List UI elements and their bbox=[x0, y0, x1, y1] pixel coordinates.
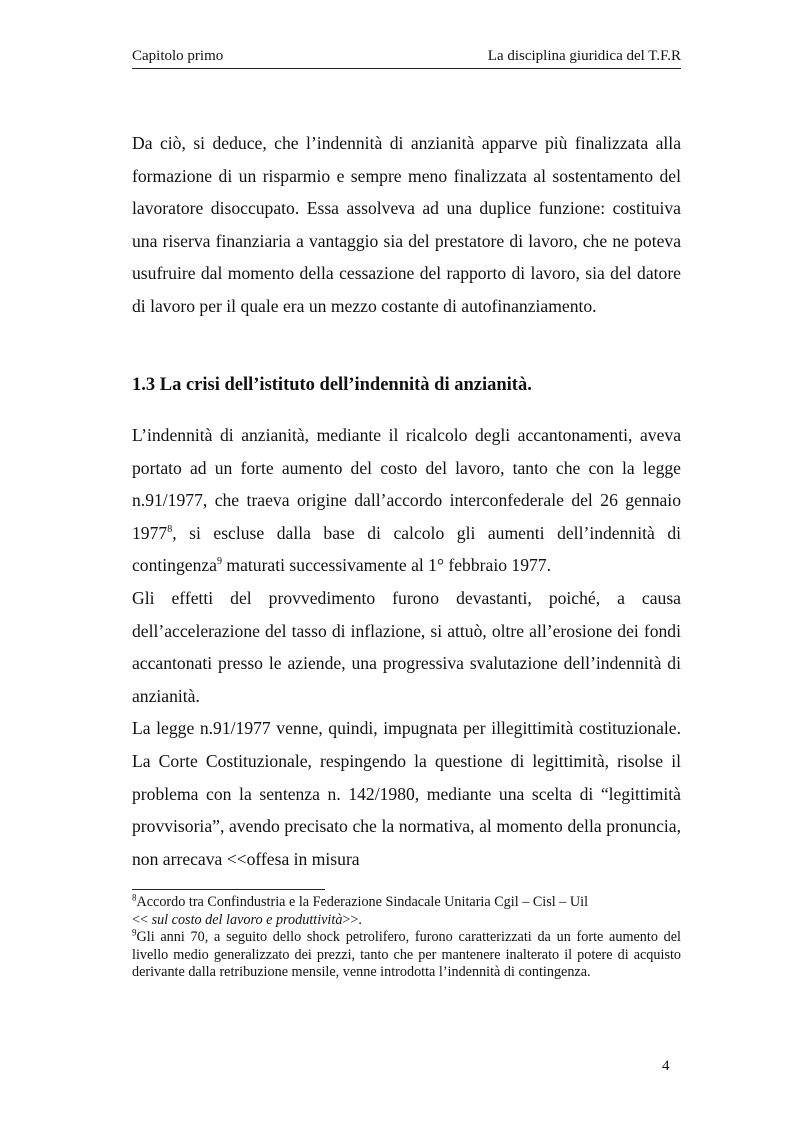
footnote-text: Gli anni 70, a seguito dello shock petrolifero, furono caratterizzati da un forte aumento del livello medio generalizzato dei prezzi, tanto che per mantenere inalterato il potere di acquisto derivante dalla retribuzione mensile, venne introdotta l’indennità di contingenza. bbox=[132, 929, 681, 981]
chapter-title: La disciplina giuridica del T.F.R bbox=[487, 48, 681, 64]
footnote-ref-9[interactable]: 9 bbox=[217, 556, 222, 568]
body-paragraph-3: Gli effetti del provvedimento furono devastanti, poiché, a causa dell’accelerazione del tasso di inflazione, si attuò, oltre all’erosione dei fondi accantonati presso le aziende, una progressiva svalutazione dell’indennità di anzianità. bbox=[132, 587, 681, 706]
running-header bbox=[132, 46, 681, 69]
footnote-text: >>. bbox=[342, 911, 362, 928]
paragraph-text: maturati successivamente al 1° febbraio 1977. bbox=[222, 555, 551, 576]
paragraph-text: Da ciò, si deduce, che l’indennità di anzianità apparve più finalizzata alla formazione di un risparmio e sempre meno finalizzata al sostentamento del lavoratore disoccupato. Essa assolveva ad una duplice funzione: costituiva una riserva finanziaria a vantaggio sia del prestatore di lavoro, che ne poteva usufruire dal momento della cessazione del rapporto di lavoro, sia del datore di lavoro per il quale era un mezzo costante di autofinanziamento. bbox=[132, 133, 681, 316]
page-number: 4 bbox=[662, 1058, 670, 1074]
footnote-text: Accordo tra Confindustria e la Federazione Sindacale Unitaria Cgil – Cisl – Uil bbox=[136, 894, 589, 910]
paragraph-text: L’indennità di anzianità, mediante il ricalcolo degli accantonamenti, aveva portato ad un forte aumento del costo del lavoro, tanto che con la legge n.91/1977, che traeva origine dall’accordo interconfederale del 26 gennaio 1977 bbox=[132, 425, 681, 543]
footnotes bbox=[132, 894, 681, 982]
footnote-ref-8[interactable]: 8 bbox=[167, 523, 173, 535]
body-paragraph-4: La legge n.91/1977 venne, quindi, impugnata per illegittimità costituzionale. La Corte Costituzionale, respingendo la questione di legittimità, risolse il problema con la sentenza n. 142/1980, mediante una scelta di “legittimità provvisoria”, avendo precisato che la normativa, al momento della pronuncia, non arrecava <<offesa in misura bbox=[132, 718, 681, 869]
footnote-number: 9 bbox=[132, 927, 137, 938]
section-heading: 1.3 La crisi dell’istituto dell’indennità di anzianità. bbox=[132, 375, 532, 395]
footnote-divider bbox=[132, 889, 325, 890]
chapter-label: Capitolo primo bbox=[132, 48, 224, 64]
body-section-text bbox=[132, 419, 681, 875]
body-paragraph-2 bbox=[132, 419, 681, 582]
body-paragraph-1 bbox=[132, 127, 681, 323]
footnote-9 bbox=[132, 929, 681, 982]
footnote-text: << bbox=[132, 911, 152, 928]
footnote-number: 8 bbox=[132, 892, 137, 903]
footnote-italic-text: sul costo del lavoro e produttività bbox=[151, 911, 343, 928]
paragraph-text: , si escluse dalla base di calcolo gli aumenti dell’indennità di contingenza bbox=[132, 522, 681, 576]
footnote-8 bbox=[132, 894, 681, 929]
